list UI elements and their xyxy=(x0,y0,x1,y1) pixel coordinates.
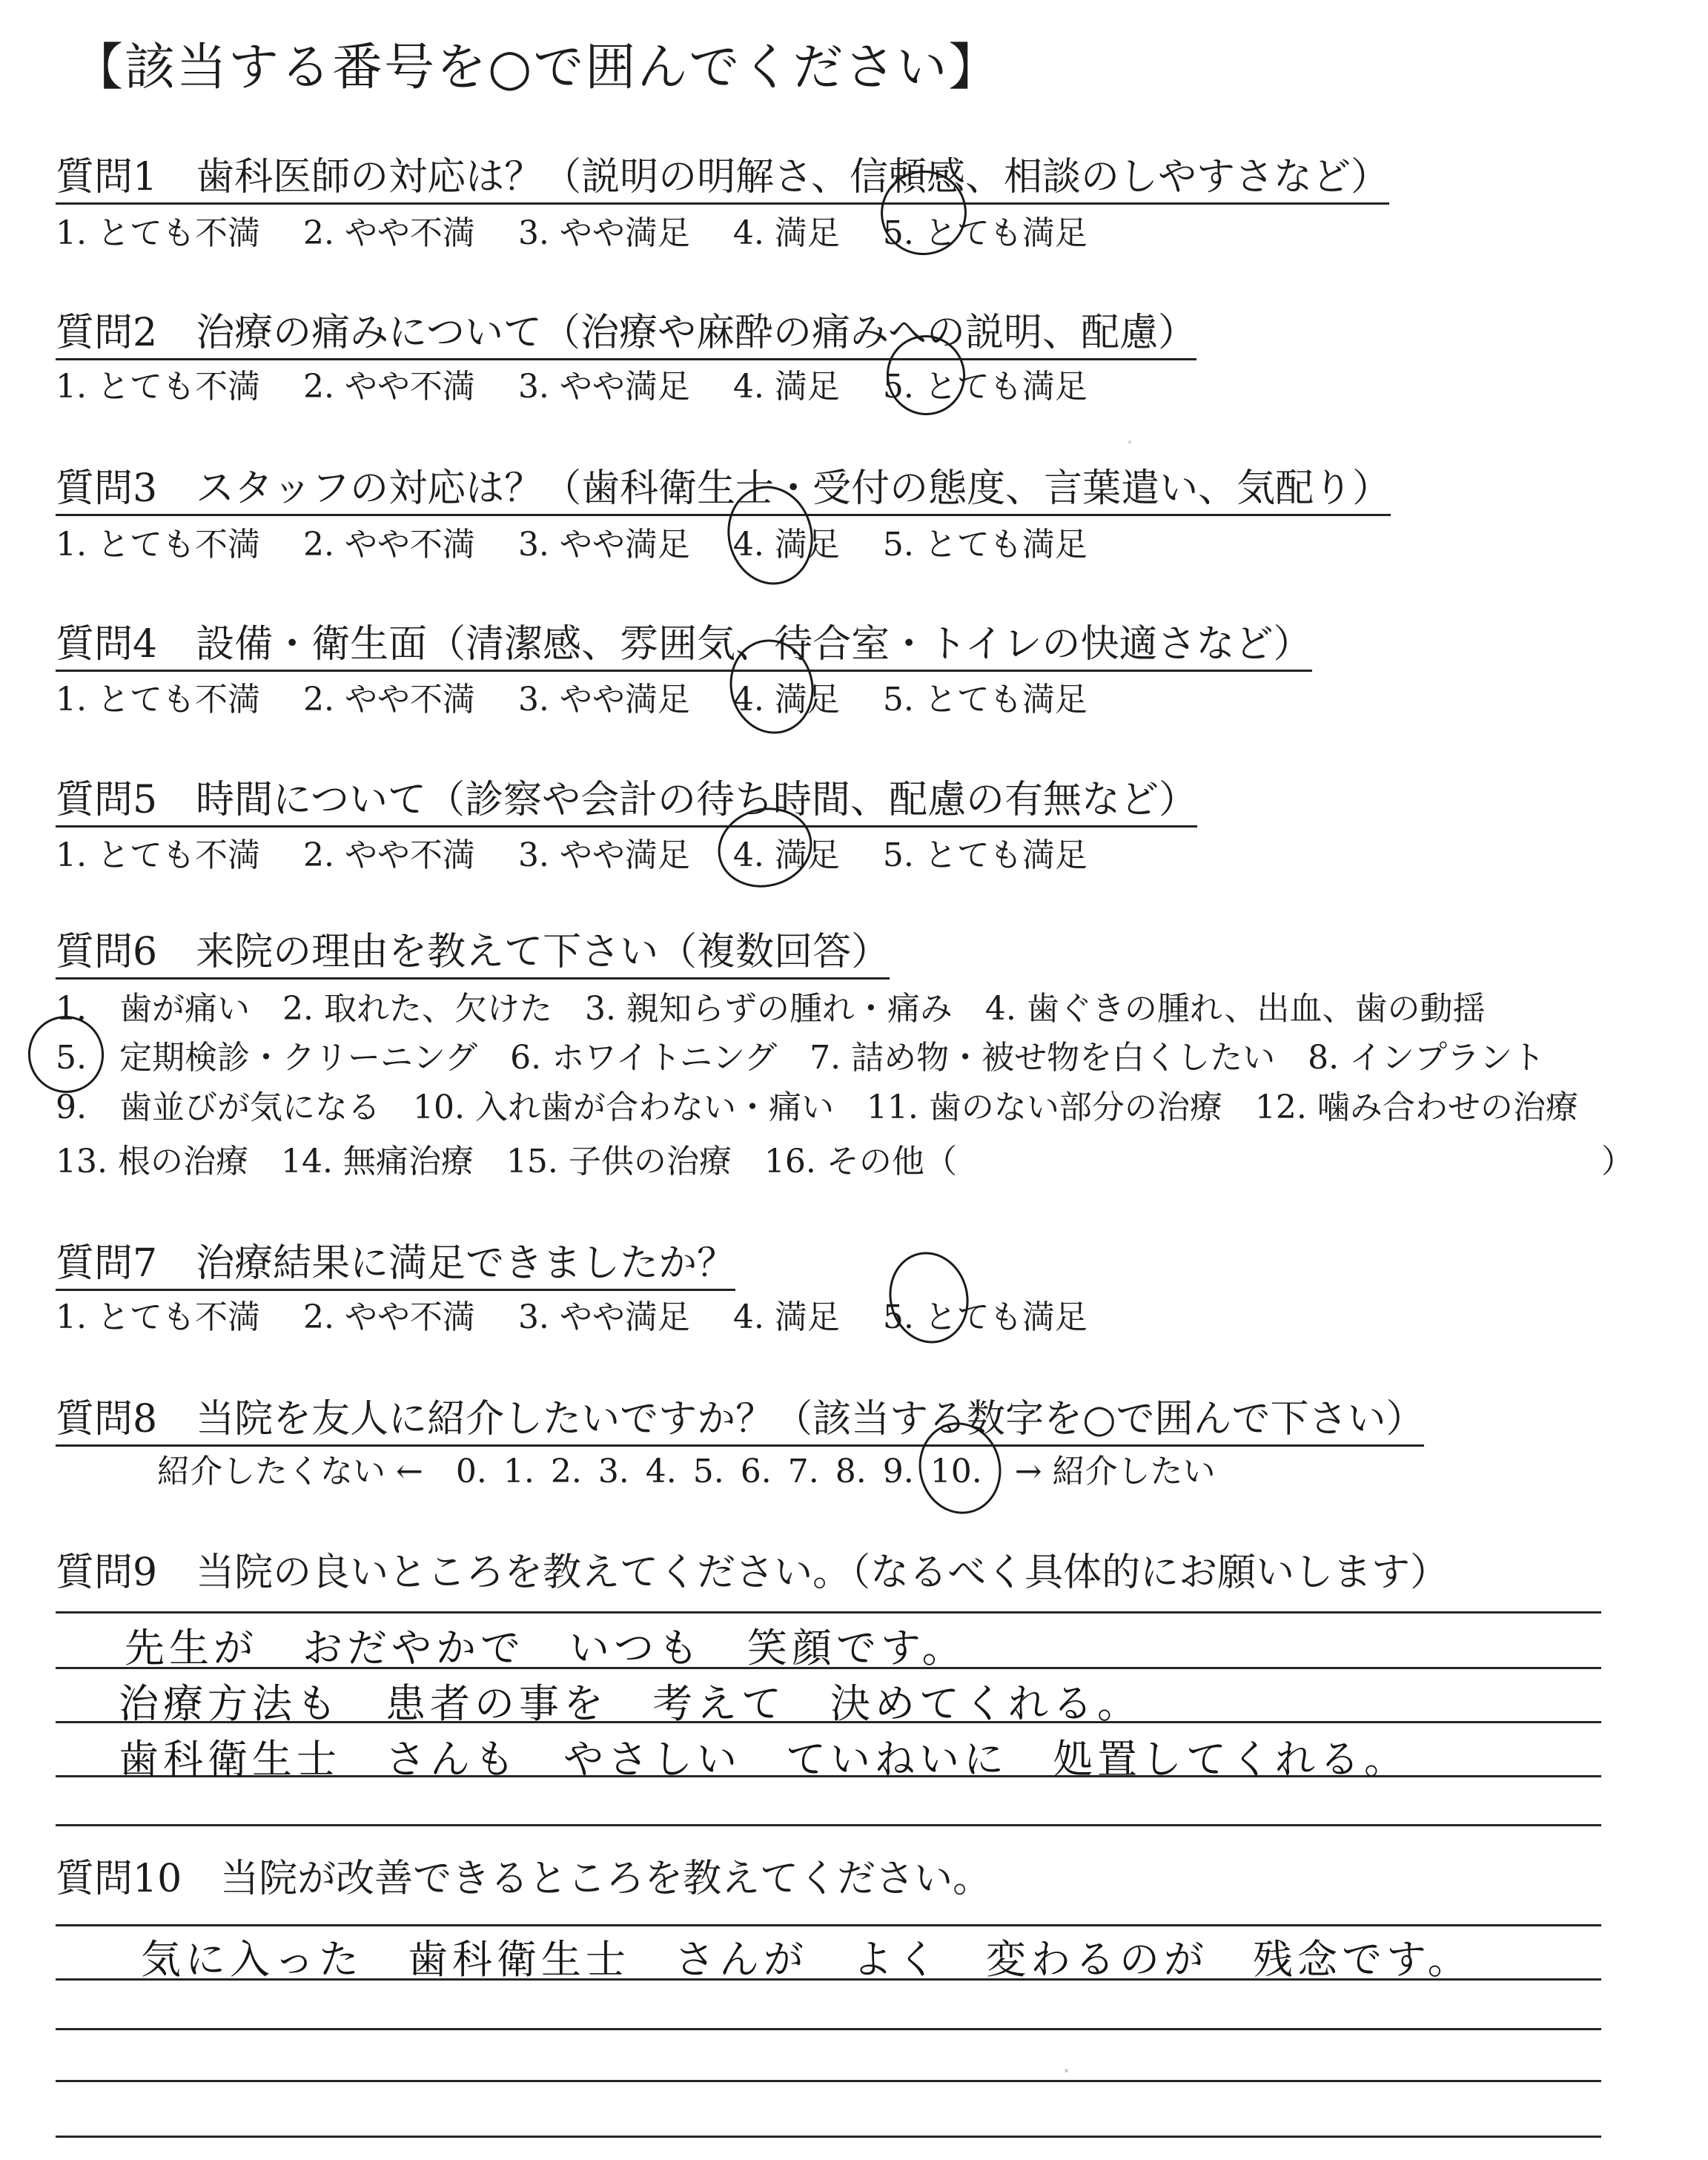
option-4[interactable]: 4. 満足 xyxy=(732,836,840,874)
scale-4[interactable]: 4. xyxy=(645,1453,677,1490)
question-6-line-3[interactable]: 9. 歯並びが気になる 10. 入れ歯が合わない・痛い 11. 歯のない部分の治療 12. 噛み合わせの治療 xyxy=(56,1089,1578,1126)
question-6-line-4[interactable]: 13. 根の治療 14. 無痛治療 15. 子供の治療 16. その他（ xyxy=(56,1143,957,1180)
option-2[interactable]: 2. やや不満 xyxy=(302,836,475,874)
scale-3[interactable]: 3. xyxy=(598,1453,629,1490)
option-2[interactable]: 2. やや不満 xyxy=(302,368,475,406)
option-2[interactable]: 2. やや不満 xyxy=(302,1298,475,1336)
question-2-title: 質問2 治療の痛みについて（治療や麻酔の痛みへの説明、配慮） xyxy=(56,314,1196,360)
option-1[interactable]: 1. とても不満 xyxy=(56,1298,260,1336)
option-5[interactable]: 5. とても満足 xyxy=(882,836,1088,874)
handwritten-answer-2: 治療方法も 患者の事を 考えて 決めてくれる。 xyxy=(119,1680,1142,1727)
scale-0[interactable]: 0. xyxy=(455,1453,487,1490)
answer-line xyxy=(56,1824,1601,1826)
answer-line xyxy=(56,2028,1601,2030)
option-4[interactable]: 4. 満足 xyxy=(732,681,840,719)
option-1[interactable]: 1. とても不満 xyxy=(56,368,260,406)
answer-line xyxy=(56,1924,1601,1926)
question-6-title: 質問6 来院の理由を教えて下さい（複数回答） xyxy=(56,933,890,980)
option-4[interactable]: 4. 満足 xyxy=(732,1298,840,1336)
scale-2[interactable]: 2. xyxy=(550,1453,582,1490)
scale-8[interactable]: 8. xyxy=(835,1453,867,1490)
scale-1[interactable]: 1. xyxy=(503,1453,534,1490)
question-5-title: 質問5 時間について（診察や会計の待ち時間、配慮の有無など） xyxy=(56,781,1197,828)
option-5[interactable]: 5. とても満足 xyxy=(882,681,1088,719)
answer-line xyxy=(56,1611,1601,1614)
option-2[interactable]: 2. やや不満 xyxy=(302,526,475,564)
scale-right-label: → 紹介したい xyxy=(1014,1453,1216,1490)
question-8-title: 質問8 当院を友人に紹介したいですか？（該当する数字を○で囲んで下さい） xyxy=(56,1400,1424,1447)
question-3-options xyxy=(56,526,1088,564)
option-3[interactable]: 3. やや満足 xyxy=(517,681,690,719)
question-1-title: 質問1 歯科医師の対応は？（説明の明解さ、信頼感、相談のしやすさなど） xyxy=(56,158,1389,205)
question-4-options xyxy=(56,681,1088,719)
option-1[interactable]: 1. とても不満 xyxy=(56,214,260,252)
option-5[interactable]: 5. とても満足 xyxy=(882,526,1088,564)
option-3[interactable]: 3. やや満足 xyxy=(517,836,690,874)
scale-7[interactable]: 7. xyxy=(787,1453,819,1490)
option-1[interactable]: 1. とても不満 xyxy=(56,526,260,564)
scale-10[interactable]: 10. xyxy=(930,1453,982,1490)
question-6-line-2[interactable]: 5. 定期検診・クリーニング 6. ホワイトニング 7. 詰め物・被せ物を白くしたい 8. インプラント xyxy=(56,1039,1546,1077)
scale-5[interactable]: 5. xyxy=(692,1453,724,1490)
option-5[interactable]: 5. とても満足 xyxy=(882,214,1088,252)
option-2[interactable]: 2. やや不満 xyxy=(302,681,475,719)
recommend-scale xyxy=(157,1453,1216,1490)
option-3[interactable]: 3. やや満足 xyxy=(517,1298,690,1336)
option-3[interactable]: 3. やや満足 xyxy=(517,368,690,406)
question-5-options xyxy=(56,836,1088,874)
scan-speck xyxy=(1128,440,1131,443)
question-3-title: 質問3 スタッフの対応は？（歯科衛生士・受付の態度、言葉遣い、気配り） xyxy=(56,469,1391,516)
option-1[interactable]: 1. とても不満 xyxy=(56,836,260,874)
option-4[interactable]: 4. 満足 xyxy=(732,526,840,564)
handwritten-answer-3: 歯科衛生士 さんも やさしい ていねいに 処置してくれる。 xyxy=(119,1736,1409,1783)
handwritten-answer-1: 先生が おだやかで いつも 笑顔です。 xyxy=(125,1625,967,1671)
scale-left-label: 紹介したくない ← xyxy=(157,1453,423,1490)
question-10-title: 質問10 当院が改善できるところを教えてください。 xyxy=(56,1857,992,1901)
answer-line xyxy=(56,2080,1601,2082)
option-3[interactable]: 3. やや満足 xyxy=(517,526,690,564)
question-9-title: 質問9 当院の良いところを教えてください。（なるべく具体的にお願いします） xyxy=(56,1550,1449,1595)
question-7-title: 質問7 治療結果に満足できましたか？ xyxy=(56,1244,735,1291)
scale-6[interactable]: 6. xyxy=(740,1453,772,1490)
answer-line xyxy=(56,2136,1601,2138)
scale-9[interactable]: 9. xyxy=(882,1453,914,1490)
other-close-paren: ） xyxy=(1601,1143,1634,1180)
question-4-title: 質問4 設備・衛生面（清潔感、雰囲気、待合室・トイレの快適さなど） xyxy=(56,625,1312,672)
option-4[interactable]: 4. 満足 xyxy=(732,368,840,406)
option-1[interactable]: 1. とても不満 xyxy=(56,681,260,719)
handwritten-answer-1: 気に入った 歯科衛生士 さんが よく 変わるのが 残念です。 xyxy=(141,1936,1472,1983)
option-2[interactable]: 2. やや不満 xyxy=(302,214,475,252)
option-5[interactable]: 5. とても満足 xyxy=(882,1298,1088,1336)
question-6-line-1[interactable]: 1. 歯が痛い 2. 取れた、欠けた 3. 親知らずの腫れ・痛み 4. 歯ぐきの腫れ、出血、歯の動揺 xyxy=(56,990,1486,1028)
scan-speck xyxy=(1065,2069,1068,2073)
page-title: 【該当する番号を○で囲んでください】 xyxy=(73,39,1001,97)
option-5[interactable]: 5. とても満足 xyxy=(882,368,1088,406)
option-4[interactable]: 4. 満足 xyxy=(732,214,840,252)
option-3[interactable]: 3. やや満足 xyxy=(517,214,690,252)
